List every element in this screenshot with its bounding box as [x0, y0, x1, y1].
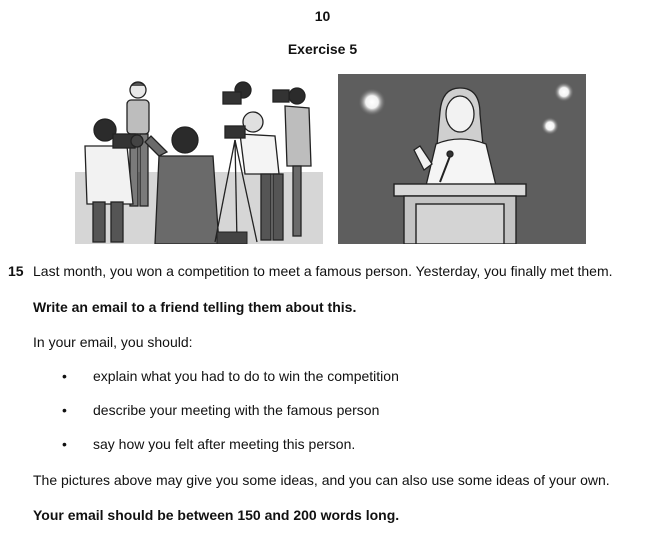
exercise-title: Exercise 5 [287, 41, 358, 57]
question-number: 15 [8, 263, 24, 279]
photographers-illustration [75, 74, 323, 244]
bullet-item: describe your meeting with the famous person [93, 402, 380, 418]
bullet-marker: • [62, 402, 67, 418]
page-number: 10 [314, 8, 331, 24]
question-prompt: Last month, you won a competition to meet a famous person. Yesterday, you finally met them. [33, 263, 613, 279]
podium [394, 184, 526, 244]
bullet-marker: • [62, 368, 67, 384]
word-count-requirement: Your email should be between 150 and 200 words long. [33, 507, 400, 523]
spotlight [554, 82, 574, 102]
ideas-note: The pictures above may give you some ideas, and you can also use some ideas of your own. [33, 472, 610, 488]
camera-bag [217, 232, 247, 244]
task-instruction: Write an email to a friend telling them about this. [33, 299, 357, 315]
bullet-item: explain what you had to do to win the competition [93, 368, 399, 384]
spotlight [358, 88, 386, 116]
bullet-marker: • [62, 436, 67, 452]
spotlight [541, 117, 559, 135]
bullet-item: say how you felt after meeting this person. [93, 436, 356, 452]
email-intro: In your email, you should: [33, 334, 193, 350]
speaker-illustration [338, 74, 586, 244]
